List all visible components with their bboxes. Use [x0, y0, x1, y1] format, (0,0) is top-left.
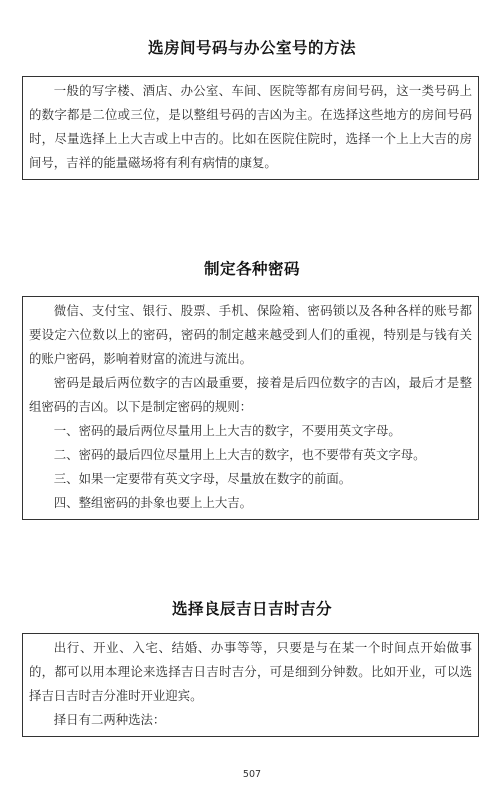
text-box-auspicious-dates: [22, 633, 479, 737]
paragraph: 微信、支付宝、银行、股票、手机、保险箱、密码锁以及各种各样的账号都要设定六位数以上的密码，密码的制定越来越受到人们的重视，特别是与钱有关的账户密码，影响着财富的流进与流出。: [29, 303, 472, 366]
section-heading-auspicious-dates: 选择良辰吉日吉时吉分: [171, 600, 332, 618]
rule-item-1: 一、密码的最后两位尽量用上上大吉的数字，不要用英文字母。: [53, 423, 401, 438]
section-heading-passwords: 制定各种密码: [203, 260, 300, 278]
section-heading-room-number: 选房间号码与办公室号的方法: [147, 39, 356, 57]
page-number: 507: [242, 769, 262, 780]
paragraph: 密码是最后两位数字的吉凶最重要，接着是后四位数字的吉凶，最后才是整组密码的吉凶。以下是制定密码的规则：: [29, 375, 472, 414]
paragraph: 择日有二两种选法：: [53, 712, 166, 727]
rule-item-2: 二、密码的最后四位尽量用上上大吉的数字，也不要带有英文字母。: [53, 447, 426, 462]
text-box-room-number: [22, 76, 479, 180]
rule-item-3: 三、如果一定要带有英文字母，尽量放在数字的前面。: [53, 471, 352, 486]
paragraph: 一般的写字楼、酒店、办公室、车间、医院等都有房间号码，这一类号码上的数字都是二位或三位，是以整组号码的吉凶为主。在选择这些地方的房间号码时，尽量选择上上大吉或上中吉的。比如在医院住院时，选择一个上上大吉的房间号，吉祥的能量磁场将有利有病情的康复。: [29, 83, 472, 170]
text-box-passwords: [22, 296, 479, 520]
rule-item-4: 四、整组密码的卦象也要上上大吉。: [53, 495, 253, 510]
paragraph: 出行、开业、入宅、结婚、办事等等，只要是与在某一个时间点开始做事的，都可以用本理论来选择吉日吉时吉分，可是细到分钟数。比如开业，可以选择吉日吉时吉分准时开业迎宾。: [29, 640, 472, 703]
